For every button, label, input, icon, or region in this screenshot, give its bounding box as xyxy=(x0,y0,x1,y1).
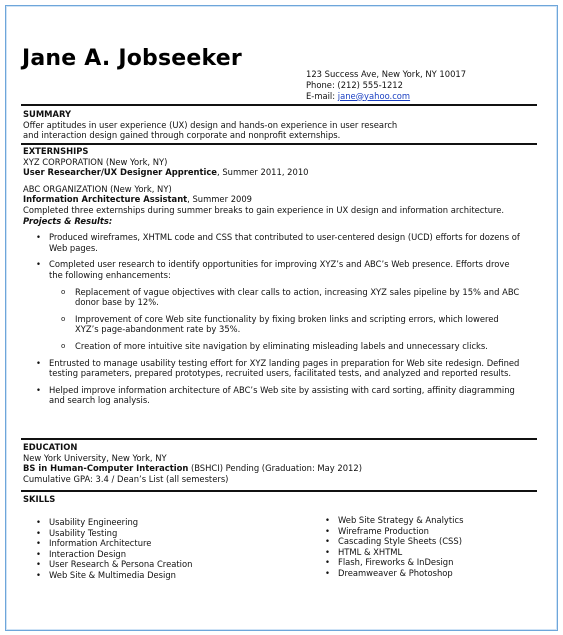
skill-item: • Information Architecture xyxy=(23,538,303,549)
degree: BS in Human-Computer Interaction xyxy=(23,463,189,474)
skill-item: • Flash, Fireworks & InDesign xyxy=(312,557,532,568)
divider xyxy=(21,104,537,106)
email-line xyxy=(306,91,466,102)
list-item: • Completed user research to identify opportunities for improving XYZ’s and ABC’s Web presence. Efforts drove the following enhancements: xyxy=(23,259,538,280)
job1-org: XYZ CORPORATION (New York, NY) xyxy=(23,156,168,167)
skill-item: • Interaction Design xyxy=(23,549,303,560)
job1-dates: , Summer 2011, 2010 xyxy=(217,167,309,178)
job2-org: ABC ORGANIZATION (New York, NY) xyxy=(23,183,172,194)
divider xyxy=(21,438,537,440)
sub-list-item: o Replacement of vague objectives with clear calls to action, increasing XYZ sales pipeline by 15% and ABC donor base by 12%. xyxy=(23,287,538,308)
degree-line xyxy=(23,463,538,474)
school: New York University, New York, NY xyxy=(23,452,167,463)
email-link[interactable]: jane@yahoo.com xyxy=(337,90,411,101)
divider xyxy=(21,143,537,145)
job1-title: User Researcher/UX Designer Apprentice xyxy=(23,167,217,178)
education-heading: EDUCATION xyxy=(23,442,78,452)
skills-list-left xyxy=(23,517,303,581)
sub-list-item: o Improvement of core Web site functionality by fixing broken links and scripting errors, which lowered XYZ’s page-abandonment rate by 35%. xyxy=(23,314,538,335)
job2-dates: , Summer 2009 xyxy=(187,194,253,205)
list-item: • Produced wireframes, XHTML code and CSS that contributed to user-centered design (UCD) efforts for dozens of Web pages. xyxy=(23,232,538,253)
email-label: E-mail: xyxy=(306,90,338,101)
skill-item: • HTML & XHTML xyxy=(312,547,532,558)
contact-block xyxy=(306,69,466,101)
job1-title-line xyxy=(23,167,538,178)
skill-item: • Web Site & Multimedia Design xyxy=(23,570,303,581)
phone: Phone: (212) 555-1212 xyxy=(306,79,403,90)
externships-heading: EXTERNSHIPS xyxy=(23,146,89,156)
projects-list xyxy=(23,232,538,406)
skill-item: • Dreamweaver & Photoshop xyxy=(312,568,532,579)
job2-title-line xyxy=(23,194,538,205)
skill-item: • Usability Testing xyxy=(23,528,303,539)
summary-section xyxy=(23,109,538,141)
summary-line: Offer aptitudes in user experience (UX) design and hands-on experience in user research xyxy=(23,119,398,130)
sub-list-item: o Creation of more intuitive site navigation by eliminating misleading labels and unnecessary clicks. xyxy=(23,341,538,352)
skill-item: • User Research & Persona Creation xyxy=(23,559,303,570)
education-section xyxy=(23,442,538,484)
divider xyxy=(21,490,537,492)
list-item: • Helped improve information architecture of ABC’s Web site by assisting with card sorting, affinity diagramming and search log analysis. xyxy=(23,385,538,406)
list-item: • Entrusted to manage usability testing effort for XYZ landing pages in preparation for Web site redesign. Defined testing parameters, prepared prototypes, recruited users, facilitated tests, and analyzed and reported results. xyxy=(23,358,538,379)
skill-item: • Wireframe Production xyxy=(312,526,532,537)
skill-item: • Web Site Strategy & Analytics xyxy=(312,515,532,526)
skills-section xyxy=(23,494,538,505)
job2-description: Completed three externships during summer breaks to gain experience in UX design and information architecture. xyxy=(23,204,505,215)
degree-detail: (BSHCI) Pending (Graduation: May 2012) xyxy=(188,463,362,474)
address: 123 Success Ave, New York, NY 10017 xyxy=(306,69,467,79)
candidate-name: Jane A. Jobseeker xyxy=(22,46,242,71)
gpa: Cumulative GPA: 3.4 / Dean’s List (all semesters) xyxy=(23,473,229,484)
summary-heading: SUMMARY xyxy=(23,109,72,119)
externships-section xyxy=(23,146,538,406)
skill-item: • Cascading Style Sheets (CSS) xyxy=(312,536,532,547)
skills-heading: SKILLS xyxy=(23,494,56,504)
skills-list-right xyxy=(312,515,532,579)
skill-item: • Usability Engineering xyxy=(23,517,303,528)
job2-title: Information Architecture Assistant xyxy=(23,194,188,205)
projects-label: Projects & Results: xyxy=(23,215,113,226)
summary-line: and interaction design gained through corporate and nonprofit externships. xyxy=(23,130,341,141)
